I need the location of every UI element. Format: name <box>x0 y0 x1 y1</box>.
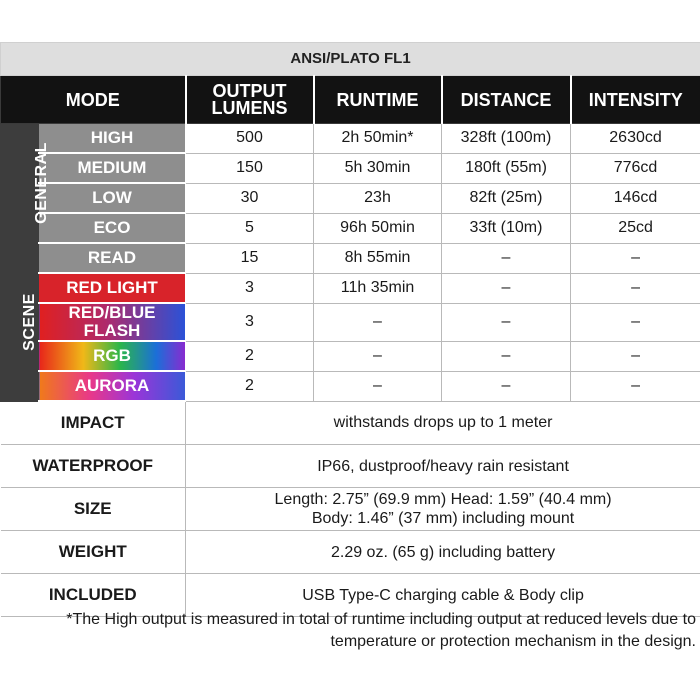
output-cell: 3 <box>186 303 314 341</box>
intensity-cell: – <box>571 341 700 371</box>
distance-cell: – <box>442 243 571 273</box>
output-cell: 2 <box>186 371 314 401</box>
runtime-cell: 11h 35min <box>314 273 442 303</box>
footnote <box>6 609 696 653</box>
spec-value-impact: withstands drops up to 1 meter <box>186 401 700 445</box>
table-row <box>1 303 700 341</box>
mode-low: LOW <box>39 183 186 213</box>
table-row <box>1 183 700 213</box>
header-output-line1: OUTPUT <box>212 80 287 101</box>
spec-row-weight <box>1 531 700 574</box>
intensity-cell: 2630cd <box>571 124 700 154</box>
header-distance: DISTANCE <box>442 76 571 124</box>
runtime-cell: – <box>314 341 442 371</box>
spec-row-size <box>1 488 700 531</box>
header-runtime: RUNTIME <box>314 76 442 124</box>
output-cell: 5 <box>186 213 314 243</box>
spec-value-weight: 2.29 oz. (65 g) including battery <box>186 531 700 574</box>
distance-cell: 33ft (10m) <box>442 213 571 243</box>
output-cell: 150 <box>186 153 314 183</box>
group-scene <box>1 243 39 401</box>
output-cell: 3 <box>186 273 314 303</box>
spec-label-impact: IMPACT <box>1 401 186 445</box>
runtime-cell: 96h 50min <box>314 213 442 243</box>
runtime-cell: 2h 50min* <box>314 124 442 154</box>
distance-cell: – <box>442 303 571 341</box>
header-row <box>1 76 700 124</box>
mode-medium: MEDIUM <box>39 153 186 183</box>
spec-value-size <box>186 488 700 531</box>
table-row <box>1 124 700 154</box>
table-row <box>1 341 700 371</box>
group-scene-label: SCENE <box>20 293 38 351</box>
runtime-cell: 8h 55min <box>314 243 442 273</box>
distance-cell: – <box>442 273 571 303</box>
header-mode: MODE <box>1 76 186 124</box>
spec-value-waterproof: IP66, dustproof/heavy rain resistant <box>186 445 700 488</box>
output-cell: 2 <box>186 341 314 371</box>
intensity-cell: 776cd <box>571 153 700 183</box>
distance-cell: – <box>442 341 571 371</box>
output-cell: 15 <box>186 243 314 273</box>
footnote-line2: temperature or protection mechanism in the design. <box>330 633 696 650</box>
table-row <box>1 243 700 273</box>
spec-value-size-line1: Length: 2.75” (69.9 mm) Head: 1.59” (40.4 mm) <box>274 491 612 508</box>
spec-row-impact <box>1 401 700 445</box>
mode-red-blue-flash: RED/BLUE FLASH <box>39 303 186 341</box>
runtime-cell: – <box>314 303 442 341</box>
intensity-cell: – <box>571 371 700 401</box>
mode-high: HIGH <box>39 124 186 154</box>
group-general-label: GENERAL <box>32 142 50 225</box>
table-row <box>1 213 700 243</box>
distance-cell: – <box>442 371 571 401</box>
runtime-cell: – <box>314 371 442 401</box>
runtime-cell: 5h 30min <box>314 153 442 183</box>
table-row <box>1 273 700 303</box>
spec-sheet <box>0 42 700 617</box>
mode-red-light: RED LIGHT <box>39 273 186 303</box>
output-cell: 30 <box>186 183 314 213</box>
runtime-cell: 23h <box>314 183 442 213</box>
output-cell: 500 <box>186 124 314 154</box>
header-intensity: INTENSITY <box>571 76 700 124</box>
spec-label-waterproof: WATERPROOF <box>1 445 186 488</box>
standard-row <box>1 43 700 76</box>
distance-cell: 82ft (25m) <box>442 183 571 213</box>
spec-row-waterproof <box>1 445 700 488</box>
table-row <box>1 153 700 183</box>
mode-aurora: AURORA <box>39 371 186 401</box>
footnote-line1: *The High output is measured in total of runtime including output at reduced levels due to <box>66 611 696 628</box>
table-row <box>1 371 700 401</box>
mode-read: READ <box>39 243 186 273</box>
mode-rgb: RGB <box>39 341 186 371</box>
header-output <box>186 76 314 124</box>
distance-cell: 328ft (100m) <box>442 124 571 154</box>
group-general <box>1 124 50 244</box>
distance-cell: 180ft (55m) <box>442 153 571 183</box>
header-output-line2: LUMENS <box>211 97 288 118</box>
intensity-cell: – <box>571 273 700 303</box>
spec-label-included: INCLUDED <box>1 574 186 617</box>
intensity-cell: – <box>571 243 700 273</box>
spec-value-size-line2: Body: 1.46” (37 mm) including mount <box>311 510 575 527</box>
intensity-cell: 25cd <box>571 213 700 243</box>
spec-label-weight: WEIGHT <box>1 531 186 574</box>
spec-value-included: USB Type-C charging cable & Body clip <box>186 574 700 617</box>
table-title: ANSI/PLATO FL1 <box>1 43 700 76</box>
spec-table <box>0 42 700 617</box>
intensity-cell: – <box>571 303 700 341</box>
mode-eco: ECO <box>39 213 186 243</box>
spec-label-size: SIZE <box>1 488 186 531</box>
intensity-cell: 146cd <box>571 183 700 213</box>
